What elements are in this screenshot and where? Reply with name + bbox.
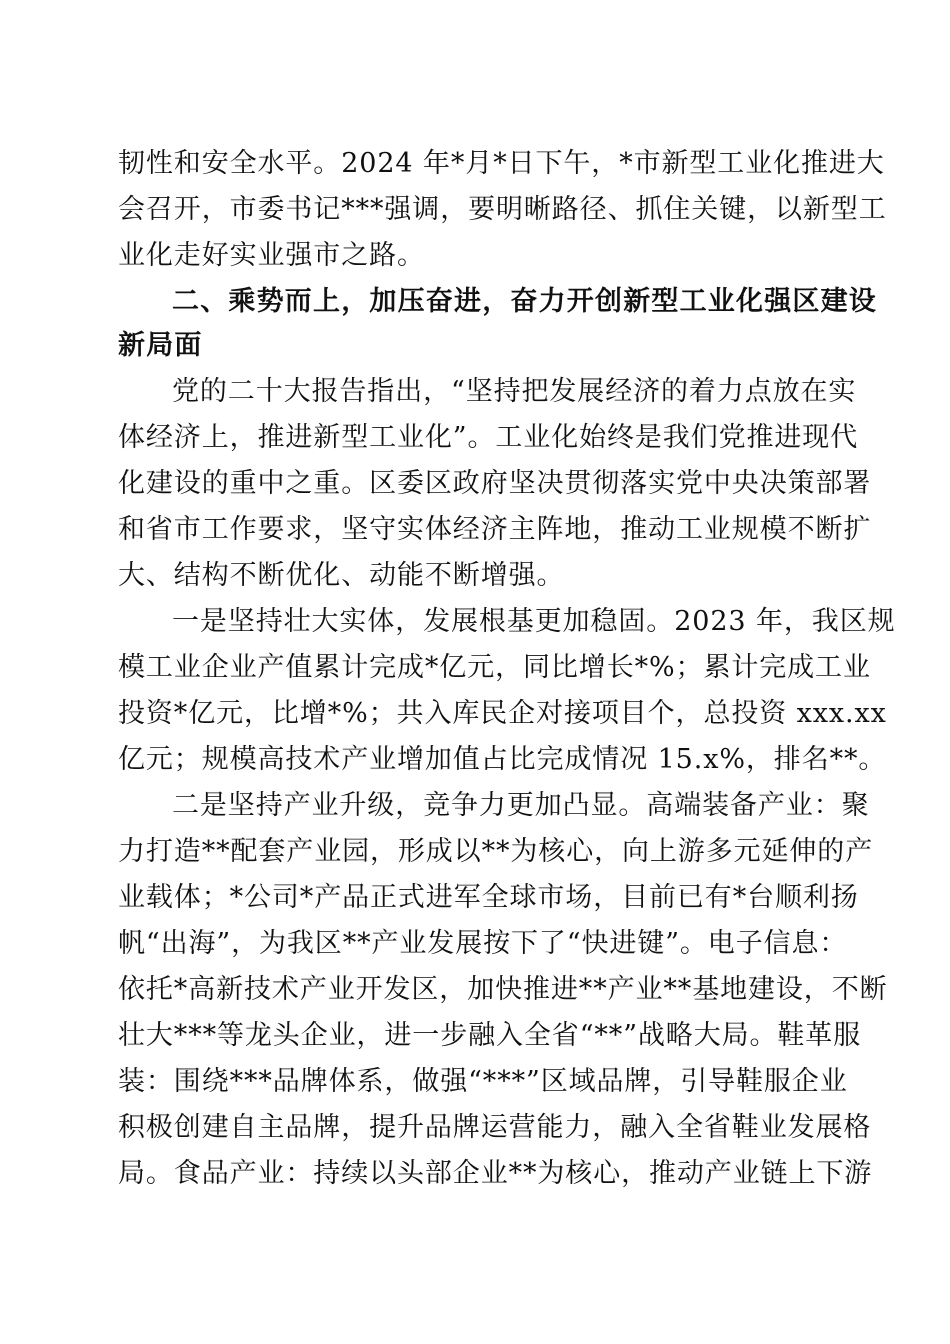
- paragraph-1-line-3: 化建设的重中之重。区委区政府坚决贯彻落实党中央决策部署: [118, 468, 872, 499]
- paragraph-1-line-2: 体经济上，推进新型工业化”。工业化始终是我们党推进现代: [118, 422, 859, 453]
- paragraph-3-line-9: 局。食品产业：持续以头部企业**为核心，推动产业链上下游: [118, 1158, 873, 1189]
- paragraph-2-line-2: 模工业企业产值累计完成*亿元，同比增长*%；累计完成工业: [118, 652, 871, 683]
- paragraph-1-line-1: 党的二十大报告指出，“坚持把发展经济的着力点放在实: [172, 376, 857, 407]
- paragraph-2-line-1: 一是坚持壮大实体，发展根基更加稳固。2023 年，我区规: [172, 606, 896, 637]
- paragraph-2-line-3: 投资*亿元，比增*%；共入库民企对接项目个，总投资 xxx.xx: [118, 698, 887, 729]
- continuation-line-1: 韧性和安全水平。2024 年*月*日下午，*市新型工业化推进大: [118, 148, 885, 179]
- paragraph-3-line-7: 装：围绕***品牌体系，做强“***”区域品牌，引导鞋服企业: [118, 1066, 848, 1097]
- paragraph-3-line-3: 业载体；*公司*产品正式进军全球市场，目前已有*台顺利扬: [118, 882, 859, 913]
- paragraph-3-line-4: 帆“出海”，为我区**产业发展按下了“快进键”。电子信息：: [118, 928, 848, 959]
- section-heading-line-2: 新局面: [118, 330, 203, 361]
- paragraph-3-line-6: 壮大***等龙头企业，进一步融入全省“**”战略大局。鞋革服: [118, 1020, 862, 1051]
- paragraph-3-line-8: 积极创建自主品牌，提升品牌运营能力，融入全省鞋业发展格: [118, 1112, 872, 1143]
- paragraph-1-line-5: 大、结构不断优化、动能不断增强。: [118, 560, 565, 591]
- section-heading-line-1: 二、乘势而上，加压奋进，奋力开创新型工业化强区建设: [172, 286, 877, 317]
- paragraph-3-line-2: 力打造**配套产业园，形成以**为核心，向上游多元延伸的产: [118, 836, 874, 867]
- paragraph-3-line-5: 依托*高新技术产业开发区，加快推进**产业**基地建设，不断: [118, 974, 888, 1005]
- continuation-line-2: 会召开，市委书记***强调，要明晰路径、抓住关键，以新型工: [118, 194, 887, 225]
- continuation-line-3: 业化走好实业强市之路。: [118, 240, 425, 271]
- paragraph-3-line-1: 二是坚持产业升级，竞争力更加凸显。高端装备产业：聚: [172, 790, 870, 821]
- paragraph-2-line-4: 亿元；规模高技术产业增加值占比完成情况 15.x%，排名**。: [118, 744, 887, 775]
- paragraph-1-line-4: 和省市工作要求，坚守实体经济主阵地，推动工业规模不断扩: [118, 514, 872, 545]
